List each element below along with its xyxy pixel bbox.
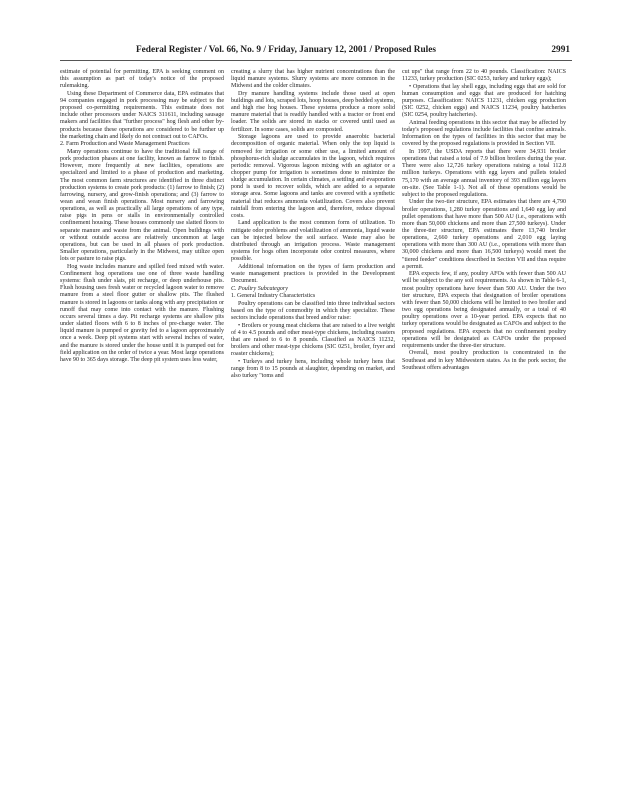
body-paragraph: Using these Department of Commerce data, EPA estimates that 94 companies engaged in pork processing may be subject to the proposed co-permitting requirements. This estimate does not include other processors under NAICS 311611, including sausage makers and facilities that "further process" hog flesh and other by-products because these operations are considered to be further up the marketing chain and likely do not contract out to CAFOs.: [60, 90, 224, 140]
page-number: 2991: [551, 45, 570, 55]
body-paragraph: Overall, most poultry production is concentrated in the Southeast and in key Midwestern states. As in the pork sector, the Southeast offers advantages: [402, 350, 566, 371]
section-heading: C. Poultry Subcategory: [231, 285, 288, 292]
body-paragraph: Animal feeding operations in this sector that may be affected by today's proposed regulations include facilities that confine animals. Information on the types of facilities in this sector that may be covered by the proposed regulations is provided in Section VII.: [402, 119, 566, 148]
body-paragraph: In 1997, the USDA reports that there were 34,931 broiler operations that raised a total of 7.9 billion broilers during the year. There were also 12,726 turkey operations raising a total 112.8 million turkeys. Operations with egg layers and pullets totaled 75,170 with an average annual inventory of 393 million egg layers on-site. (See Table 1-1). Not all of these operations would be subject to the proposed regulations.: [402, 148, 566, 198]
body-paragraph: Additional information on the types of farm production and waste management practices is provided in the Development Document.: [231, 263, 395, 285]
continued-paragraph: estimate of potential for permitting. EPA is seeking comment on this assumption as part of today's notice of the proposed rulemaking.: [60, 69, 224, 90]
body-paragraph: Land application is the most common form of utilization. To mitigate odor problems and volatilization of ammonia, liquid waste can be injected below the soil surface. Waste may also be distributed through an irrigation process. Waste management systems for hogs often incorporate odor control measures, where possible.: [231, 220, 395, 263]
body-paragraph: • Operations that lay shell eggs, including eggs that are sold for human consumption and eggs that are produced for hatching purposes. Classification: NAICS 11231, chicken egg production (SIC 0252, chicken eggs) and NAICS 11234, poultry hatcheries (SIC 0254, poultry hatcheries).: [402, 83, 566, 119]
body-paragraph: Dry manure handling systems include those used at open buildings and lots, scraped lots, hoop houses, deep bedded systems, and high rise hog houses. These systems produce a more solid manure material that is readily handled with a tractor or front end loader. The solids are stored in stacks or covered until used as fertilizer. In some cases, solids are composted.: [231, 90, 395, 133]
body-paragraph: Under the two-tier structure, EPA estimates that there are 4,790 broiler operations, 1,280 turkey operations and 1,640 egg lay and pullet operations that have more than 500 AU (i.e., operations with more than 50,000 chickens and more than 27,500 turkeys). Under the three-tier structure, EPA estimates there 13,740 broiler operations, 2,660 turkey operations and 2,010 egg laying operations with more than 300 AU (i.e., operations with more than 30,000 chickens and more than 16,500 turkeys) would meet the "tiered feeder" conditions described in Section VII and thus require a permit.: [402, 199, 566, 270]
body-paragraph: Storage lagoons are used to provide anaerobic bacterial decomposition of organic material. When only the top liquid is removed for irrigation or some other use, a limited amount of phosphorus-rich sludge accumulates in the lagoon, which requires periodic removal. Vigorous lagoon mixing with an agitator or a chopper pump for irrigation is sometimes done to minimize the sludge accumulation. In certain climates, a settling and evaporation pond is used to recover solids, which are added to a separate storage area. Some lagoons and tanks are covered with a synthetic material that reduces ammonia volatilization. Covers also prevent rainfall from entering the lagoon and, therefore, reduce disposal costs.: [231, 134, 395, 219]
page-header: [60, 44, 572, 61]
body-paragraph: • Turkeys and turkey hens, including whole turkey hens that range from 8 to 15 pounds at slaughter, depending on market, and also turkey "toms and: [231, 358, 395, 380]
text-column-left: [60, 69, 224, 364]
body-paragraph: • Broilers or young meat chickens that are raised to a live weight of 4 to 4.5 pounds and other meat-type chickens, including roasters that are raised to 6 to 8 pounds. Classified as NAICS 11232, broilers and other meat-type chickens (SIC 0251, broiler, fryer and roaster chickens);: [231, 322, 395, 358]
body-paragraph: EPA expects few, if any, poultry AFOs with fewer than 500 AU will be subject to the any soil requirements. As shown in Table 6-1, most poultry operations have fewer than 500 AU. Under the two tier structure, EPA expects that designation of broiler operations with fewer than 50,000 chickens will be limited to two broiler and two egg operations being designated annually, or a total of 40 poultry operations over a 10-year period. EPA expects that no turkey operations would be designated as CAFOs and subject to the proposed regulations. EPA expects that no confinement poultry operations will be designated as CAFOs under the proposed requirements under the three-tier structure.: [402, 271, 566, 349]
section-heading: 1. General Industry Characteristics: [231, 293, 316, 300]
body-paragraph: Poultry operations can be classified into three individual sectors based on the type of commodity in which they specialize. These sectors include operations that breed and/or raise:: [231, 300, 395, 322]
text-column-right: [402, 69, 566, 372]
continued-paragraph: creating a slurry that has higher nutrient concentrations than the liquid manure systems. Slurry systems are more common in the Midwest and the colder climates.: [231, 69, 395, 90]
running-title: Federal Register / Vol. 66, No. 9 / Friday, January 12, 2001 / Proposed Rules: [136, 45, 436, 55]
body-paragraph: Hog waste includes manure and spilled feed mixed with water. Confinement hog operations use one of three waste handling systems: flush under slats, pit recharge, or deep underhouse pits. Flush housing uses fresh water or recycled lagoon water to remove manure from a steel floor gutter or shallow pits. The flushed manure is stored in lagoons or tanks along with any precipitation or runoff that may come into contact with the manure. Flushing occurs several times a day. Pit recharge systems are shallow pits under slatted floors with 6 to 8 inches of pre-charge water. The liquid manure is pumped or gravity fed to a lagoon approximately once a week. Deep pit systems start with several inches of water, and the manure is stored under the house until it is pumped out for field application on the order of twice a year. Most large operations have 90 to 365 days storage. The deep pit system uses less water,: [60, 263, 224, 363]
text-column-middle: [231, 69, 395, 381]
section-heading: 2. Farm Production and Waste Management Practices: [60, 141, 190, 148]
body-paragraph: Many operations continue to have the traditional full range of pork production phases at one facility, known as farrow to finish. However, more frequently at new facilities, operations are specialized and limited to a phase of production and marketing. The most common farm structures are identified in three distinct production systems to create pork products: (1) farrow to finish; (2) farrowing, nursery, and grow-finish operations; and (3) farrow to wean and wean finish operations. Most nursery and farrowing operations, as well as practically all large operations of any type, raise pigs in pens or stalls in environmentally controlled confinement housing. These houses commonly use slatted floors to separate manure and waste from the animal. Open buildings with or without outside access are relatively uncommon at large operations, but can be used in all phases of pork production. Smaller operations, particularly in the Midwest, may utilize open lots or pasture to raise pigs.: [60, 148, 224, 263]
continued-paragraph: cut ups" that range from 22 to 40 pounds. Classification: NAICS 11233, turkey production (SIC 0253, turkey and turkey eggs);: [402, 69, 566, 83]
